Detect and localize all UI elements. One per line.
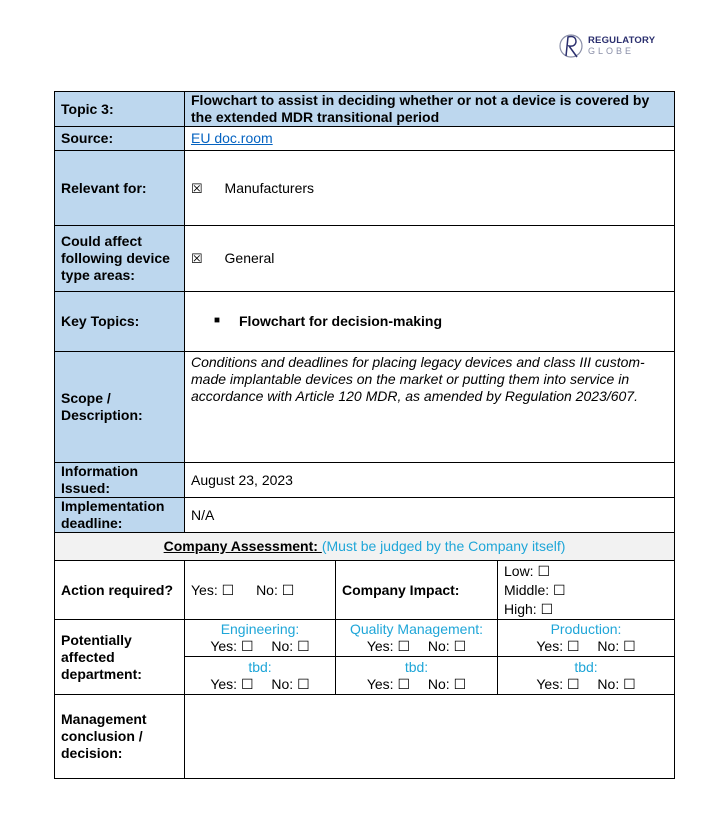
dept-tbd3-no[interactable]: No: ☐ <box>597 675 636 692</box>
issued-row <box>55 463 675 498</box>
assessment-table <box>54 91 675 779</box>
scope-label: Scope / Description: <box>55 352 185 463</box>
dept-engineering-yes[interactable]: Yes: ☐ <box>210 638 254 654</box>
impact-middle-checkbox[interactable]: Middle: ☐ <box>504 581 566 598</box>
management-label: Management conclusion / decision: <box>55 695 185 779</box>
dept-tbd1-yes[interactable]: Yes: ☐ <box>210 675 254 692</box>
action-no-checkbox[interactable]: No: ☐ <box>256 581 295 598</box>
assessment-note: (Must be judged by the Company itself) <box>321 538 566 554</box>
dept-tbd1-no[interactable]: No: ☐ <box>271 675 310 692</box>
dept-tbd3-label: tbd: <box>574 658 598 675</box>
source-link[interactable]: EU doc.room <box>191 130 273 146</box>
deadline-label: Implementation deadline: <box>55 498 185 533</box>
dept-production-yes[interactable]: Yes: ☐ <box>536 638 580 654</box>
topic-value: Flowchart to assist in deciding whether or not a device is covered by the extended MDR transitional period <box>185 92 675 127</box>
dept-production-label: Production: <box>550 621 622 637</box>
topic-label: Topic 3: <box>55 92 185 127</box>
dept-production-no[interactable]: No: ☐ <box>597 638 636 654</box>
action-yes-checkbox[interactable]: Yes: ☐ <box>191 581 235 598</box>
source-row <box>55 127 675 151</box>
dept-engineering-no[interactable]: No: ☐ <box>271 638 310 654</box>
dept-tbd3-yes[interactable]: Yes: ☐ <box>536 675 580 692</box>
impact-high-checkbox[interactable]: High: ☐ <box>504 600 554 617</box>
department-label: Potentially affected department: <box>55 620 185 695</box>
impact-low-checkbox[interactable]: Low: ☐ <box>504 562 551 579</box>
source-label: Source: <box>55 127 185 151</box>
logo-line1: REGULATORY <box>588 35 656 46</box>
dept-quality-yes[interactable]: Yes: ☐ <box>366 638 411 654</box>
device-areas-row <box>55 226 675 292</box>
relevant-value: Manufacturers <box>224 179 315 196</box>
dept-engineering-label: Engineering: <box>220 621 300 637</box>
key-topics-row <box>55 292 675 352</box>
issued-value: August 23, 2023 <box>185 463 675 498</box>
deadline-value: N/A <box>185 498 675 533</box>
topic-row <box>55 92 675 127</box>
dept-quality-no[interactable]: No: ☐ <box>427 638 467 654</box>
scope-row <box>55 352 675 463</box>
device-areas-value: General <box>224 250 275 266</box>
key-topics-value: Flowchart for decision-making <box>239 313 443 329</box>
impact-label: Company Impact: <box>336 561 498 620</box>
dept-quality-label: Quality Management: <box>349 621 484 637</box>
management-row <box>55 695 675 779</box>
assessment-title: Company Assessment: <box>163 538 322 554</box>
scope-value: Conditions and deadlines for placing legacy devices and class III custom-made implantable devices on the market or putting them into service in accordance with Article 120 MDR, as amended by Regulation 2023/607. <box>185 352 675 463</box>
dept-tbd2-no[interactable]: No: ☐ <box>427 675 467 692</box>
dept-tbd2-label: tbd: <box>404 658 429 675</box>
action-row <box>55 561 675 620</box>
department-row-1 <box>55 620 675 657</box>
logo-line2: GLOBE <box>588 46 635 56</box>
relevant-row <box>55 151 675 226</box>
bullet-icon <box>215 318 220 323</box>
device-areas-label: Could affect following device type areas: <box>55 226 185 292</box>
dept-tbd1-label: tbd: <box>248 658 272 675</box>
action-label: Action required? <box>55 561 185 620</box>
relevant-checkbox[interactable]: ☒ <box>191 180 203 196</box>
device-areas-checkbox[interactable]: ☒ <box>191 251 203 266</box>
management-value[interactable] <box>185 695 675 779</box>
key-topics-label: Key Topics: <box>55 292 185 352</box>
issued-label: Information Issued: <box>55 463 185 498</box>
relevant-label: Relevant for: <box>55 151 185 226</box>
globe-logo-icon <box>558 32 584 60</box>
assessment-header <box>55 533 675 561</box>
deadline-row <box>55 498 675 533</box>
regulatory-globe-logo <box>558 32 662 62</box>
assessment-header-row <box>55 533 675 561</box>
dept-tbd2-yes[interactable]: Yes: ☐ <box>366 675 411 692</box>
